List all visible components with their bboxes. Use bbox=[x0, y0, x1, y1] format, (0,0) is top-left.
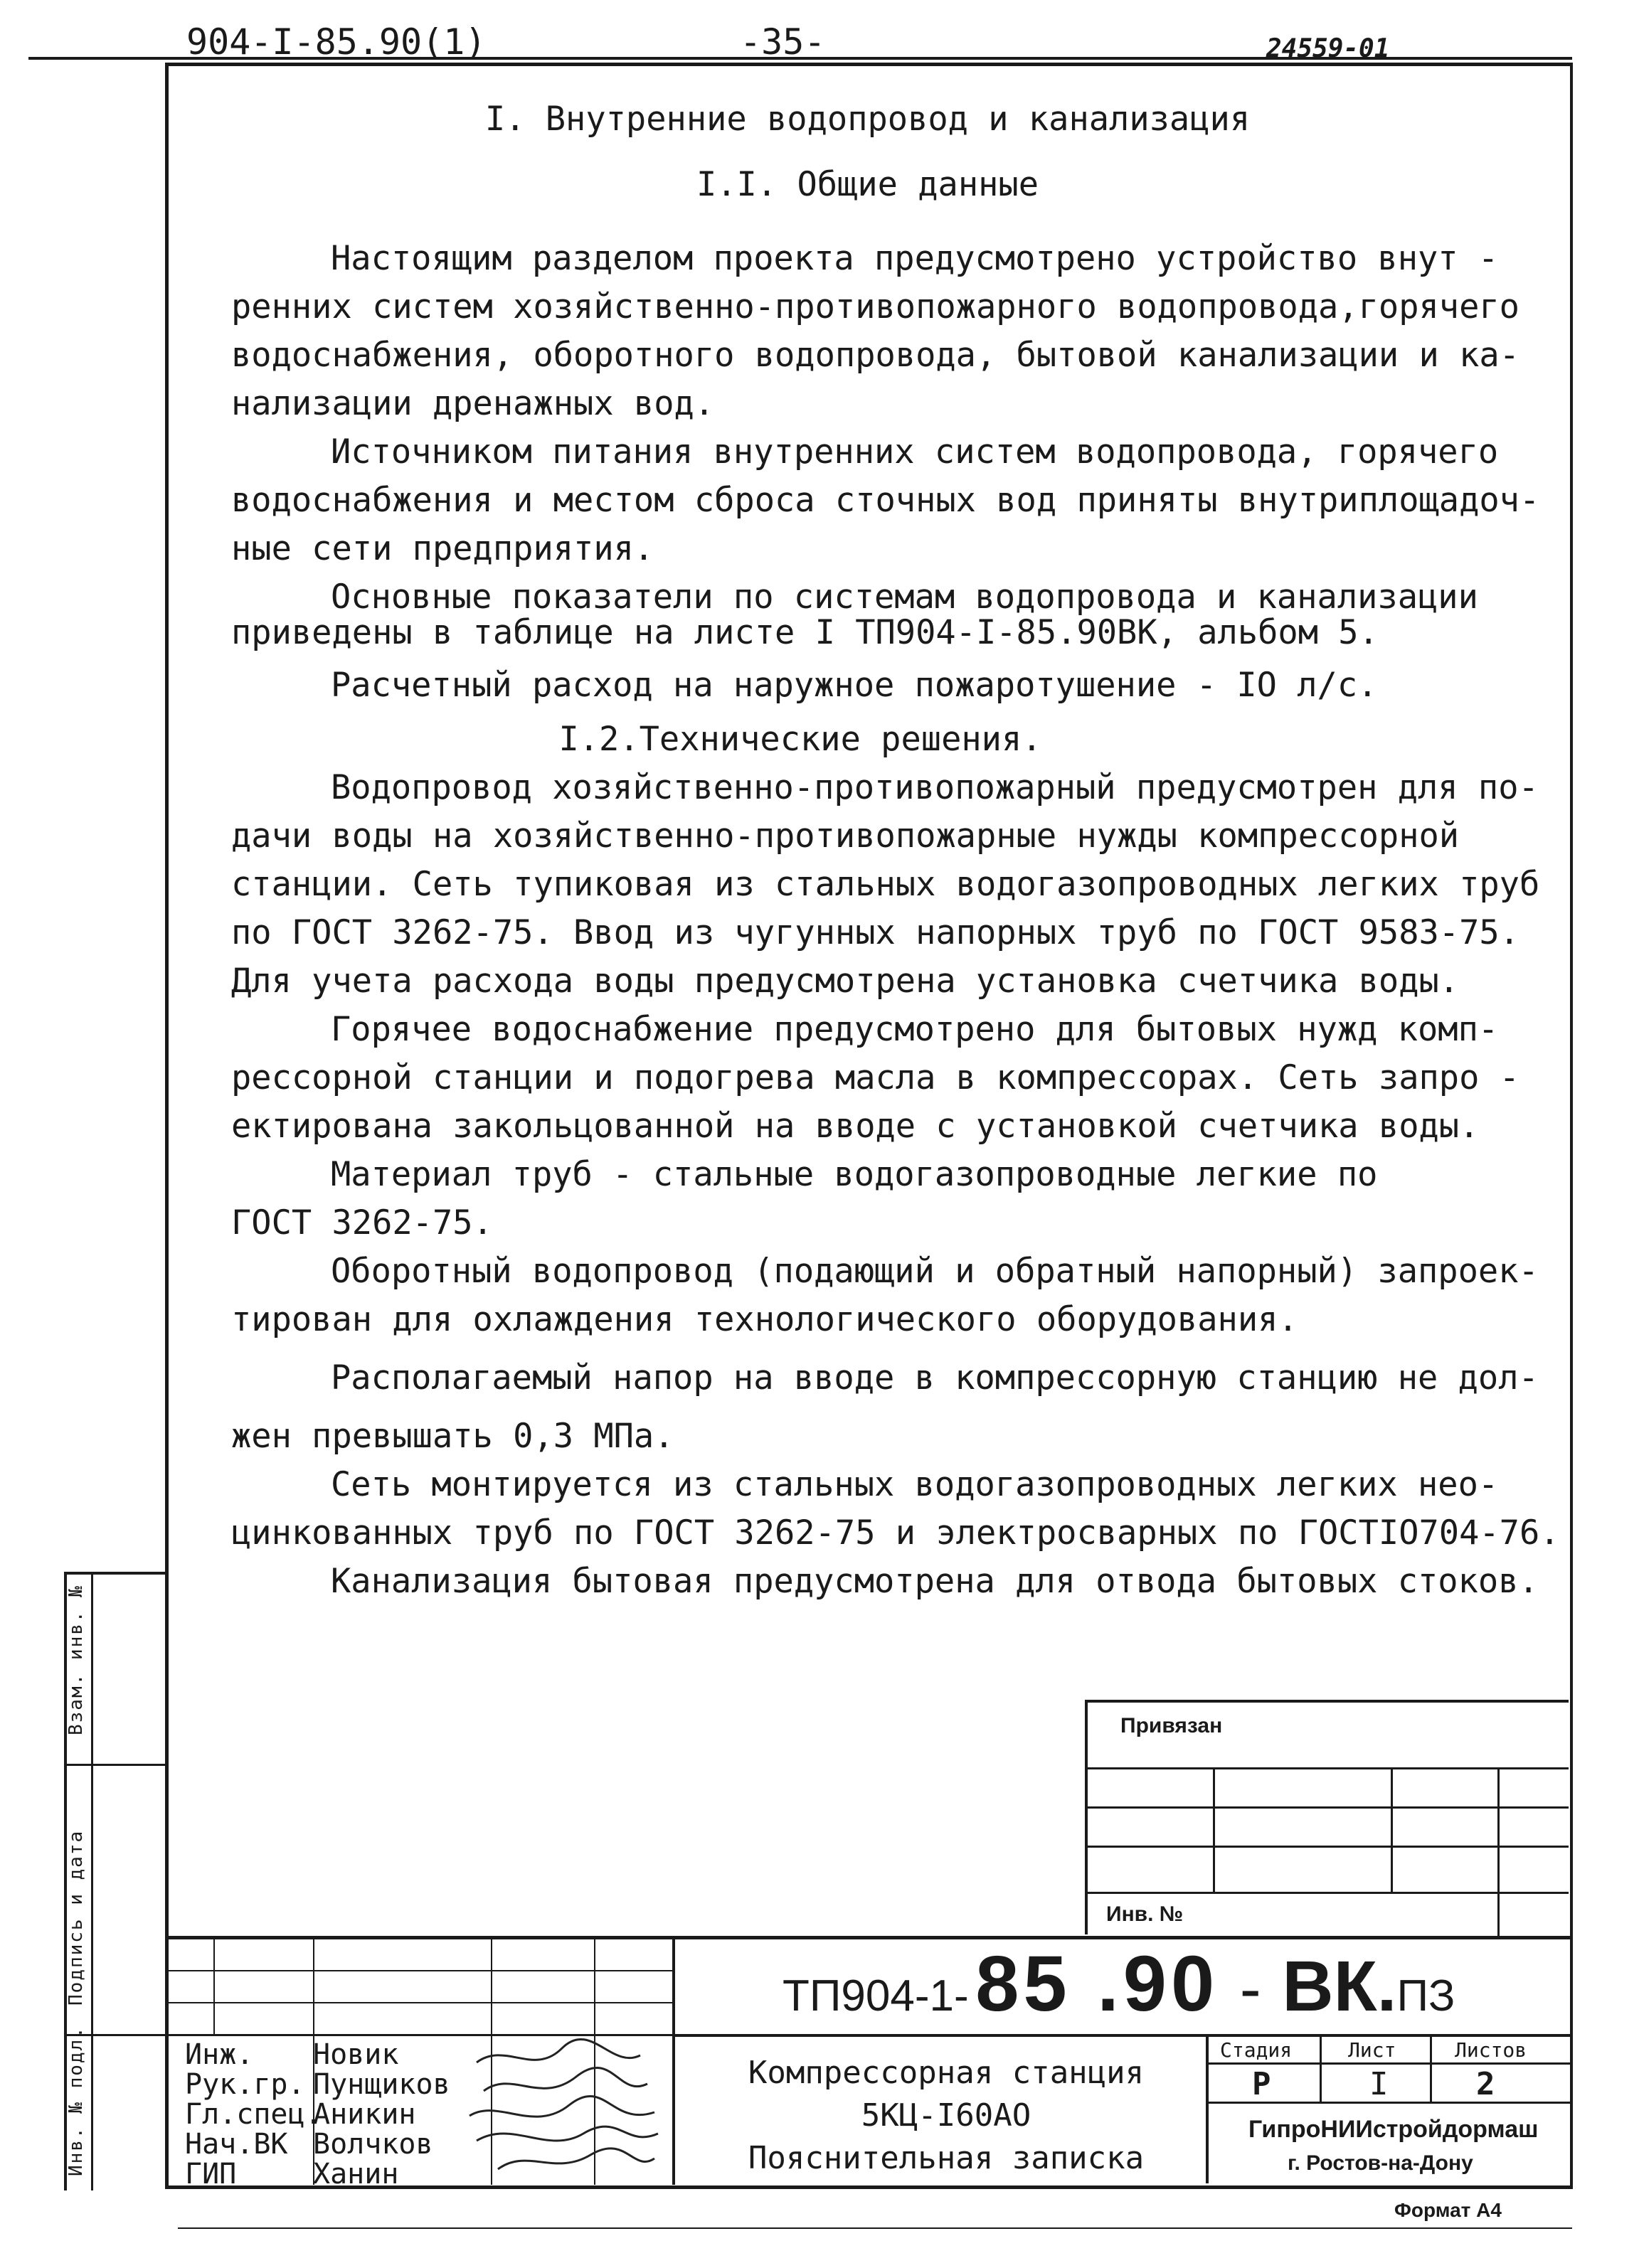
listov-label: Листов bbox=[1455, 2038, 1527, 2062]
side-label-vzam: Взам. инв. № bbox=[65, 1585, 87, 1735]
section-title: I. Внутренние водопровод и канализация bbox=[484, 100, 1251, 139]
text-line: ные сети предприятия. bbox=[231, 529, 654, 568]
stamp-rule bbox=[672, 1936, 675, 2185]
signature-row: Нач.ВК Волчков bbox=[185, 2128, 433, 2161]
stamp-rule bbox=[165, 2002, 672, 2003]
organization-name: ГипроНИИстройдормаш bbox=[1248, 2116, 1539, 2143]
side-rule bbox=[64, 1764, 165, 1766]
signature-list bbox=[185, 2040, 450, 2189]
signature-row: Рук.гр. Пунщиков bbox=[185, 2068, 450, 2101]
text-line: нализации дренажных вод. bbox=[231, 384, 715, 423]
doc-code: 904-I-85.90(1) bbox=[186, 21, 487, 63]
stamp-rule bbox=[1085, 1806, 1569, 1809]
body-text bbox=[231, 235, 1560, 1606]
document-code: ТП904-1- 85 .90 - ВК.ПЗ bbox=[783, 1940, 1455, 2028]
text-line: по ГОСТ 3262-75. Ввод из чугунных напорных труб по ГОСТ 9583-75. bbox=[231, 913, 1519, 952]
stamp-rule bbox=[1085, 1700, 1569, 1703]
text-line: станции. Сеть тупиковая из стальных водогазопроводных легких труб bbox=[231, 865, 1540, 904]
side-label-podpis: Подпись и дата bbox=[65, 1829, 87, 2006]
subsection-title: I.I. Общие данные bbox=[696, 165, 1039, 204]
stadiya-value: Р bbox=[1252, 2066, 1271, 2102]
text-line: Водопровод хозяйственно-противопожарный предусмотрен для по- bbox=[331, 768, 1539, 807]
stamp-rule bbox=[1085, 1892, 1569, 1894]
text-line: Оборотный водопровод (подающий и обратный напорный) запроек- bbox=[331, 1252, 1539, 1291]
text-line: Настоящим разделом проекта предусмотрено устройство внут - bbox=[331, 239, 1499, 278]
stamp-rule bbox=[213, 1936, 215, 2035]
stamp-rule bbox=[1391, 1767, 1393, 1892]
inv-no-label: Инв. № bbox=[1106, 1902, 1184, 1926]
text-line: ГОСТ 3262-75. bbox=[231, 1203, 493, 1242]
page-number: -35- bbox=[740, 21, 826, 63]
stamp-rule bbox=[165, 1936, 1570, 1939]
signature-row: Гл.спец.Аникин bbox=[185, 2098, 416, 2131]
signature-row: Инж. Новик bbox=[185, 2038, 399, 2071]
stamp-rule bbox=[1085, 1846, 1569, 1848]
text-line: Материал труб - стальные водогазопроводные легкие по bbox=[331, 1155, 1378, 1194]
bottom-rule bbox=[178, 2227, 1572, 2229]
text-line: Сеть монтируется из стальных водогазопроводных легких нео- bbox=[331, 1465, 1499, 1504]
text-line: Канализация бытовая предусмотрена для отвода бытовых стоков. bbox=[331, 1562, 1539, 1601]
text-line: приведены в таблице на листе I ТП904-I-85.90ВК, альбом 5. bbox=[231, 613, 1379, 652]
text-line: ренних систем хозяйственно-противопожарного водопровода,горячего bbox=[231, 287, 1519, 326]
document-title: Компрессорная станция 5КЦ-I60АО Пояснительная записка bbox=[748, 2055, 1145, 2176]
text-line: тирован для охлаждения технологического оборудования. bbox=[231, 1300, 1298, 1339]
text-line: Располагаемый напор на вводе в компрессорную станцию не дол- bbox=[331, 1358, 1539, 1397]
text-line: цинкованных труб по ГОСТ 3262-75 и электросварных по ГОСТIO704-76. bbox=[231, 1513, 1560, 1553]
text-line: рессорной станции и подогрева масла в компрессорах. Сеть запро - bbox=[231, 1058, 1519, 1097]
stamp-rule bbox=[1206, 2034, 1209, 2183]
side-rule bbox=[64, 1572, 165, 1575]
stamp-rule bbox=[1497, 1767, 1500, 1938]
privyazan-label: Привязан bbox=[1120, 1714, 1223, 1737]
text-line: водоснабжения, оборотного водопровода, бытовой канализации и ка- bbox=[231, 336, 1519, 375]
archive-number: 24559-01 bbox=[1266, 34, 1390, 63]
text-line: Основные показатели по системам водопровода и канализации bbox=[331, 577, 1478, 617]
text-line: Источником питания внутренних систем водопровода, горячего bbox=[331, 432, 1499, 472]
organization-city: г. Ростов-на-Дону bbox=[1288, 2151, 1473, 2175]
text-line: водоснабжения и местом сброса сточных вод приняты внутриплощадоч- bbox=[231, 481, 1540, 520]
stadiya-label: Стадия bbox=[1220, 2038, 1293, 2062]
listov-value: 2 bbox=[1476, 2066, 1495, 2102]
stamp-rule bbox=[1085, 1700, 1088, 1934]
list-value: I bbox=[1369, 2066, 1389, 2102]
stamp-rule bbox=[1085, 1767, 1569, 1769]
text-line: ектирована закольцованной на вводе с установкой счетчика воды. bbox=[231, 1107, 1480, 1146]
text-line: Расчетный расход на наружное пожаротушение - IO л/с. bbox=[331, 666, 1378, 705]
subsection-2-title: I.2.Технические решения. bbox=[558, 720, 1042, 759]
stamp-rule bbox=[1206, 2062, 1570, 2065]
text-line: дачи воды на хозяйственно-противопожарные нужды компрессорной bbox=[231, 816, 1460, 856]
signature-row: ГИП Ханин bbox=[185, 2158, 399, 2190]
side-rule bbox=[91, 1572, 93, 2190]
format-label: Формат А4 bbox=[1394, 2199, 1502, 2221]
handwritten-signatures bbox=[455, 2034, 669, 2183]
list-label: Лист bbox=[1348, 2038, 1396, 2062]
stamp-rule bbox=[165, 1970, 672, 1971]
text-line: Горячее водоснабжение предусмотрено для бытовых нужд комп- bbox=[331, 1010, 1499, 1049]
stamp-rule bbox=[1213, 1767, 1215, 1892]
side-label-inv-podl: Инв. № подл. bbox=[65, 2025, 87, 2176]
text-line: Для учета расхода воды предусмотрена установка счетчика воды. bbox=[231, 962, 1460, 1001]
text-line: жен превышать 0,3 МПа. bbox=[231, 1417, 674, 1456]
